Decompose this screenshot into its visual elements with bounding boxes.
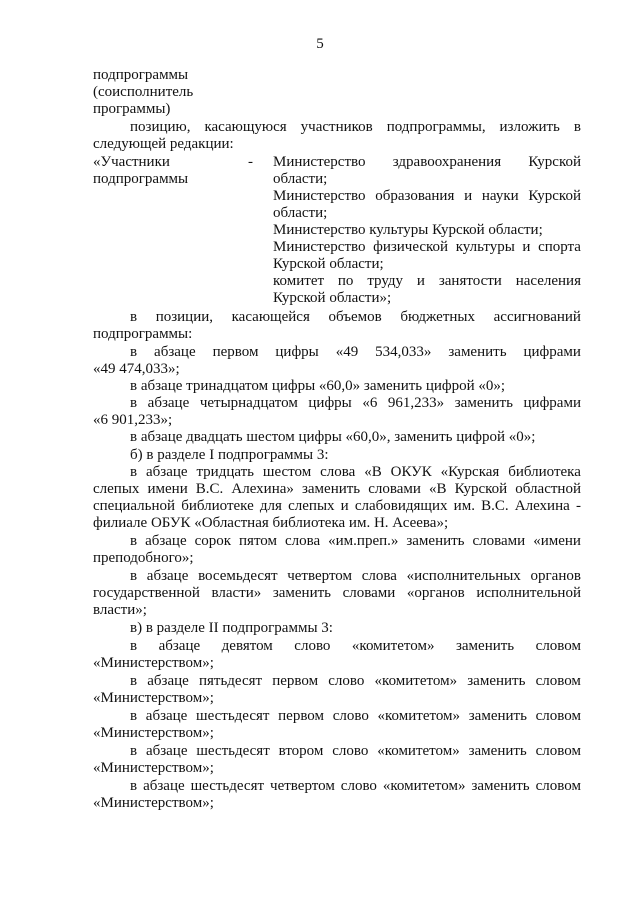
body-line: в абзаце четырнадцатом цифры «6 961,233» заменить цифрами — [130, 395, 581, 411]
body-line: филиале ОБУК «Областная библиотека им. Н. Асеева»; — [93, 515, 449, 531]
body-line: власти»; — [93, 602, 147, 618]
participants-label: подпрограммы — [93, 171, 189, 187]
body-line: в абзаце девятом слово «комитетом» заменить словом — [130, 638, 581, 654]
participant-entry: комитет по труду и занятости населения — [273, 273, 581, 289]
participant-entry: Министерство культуры Курской области; — [273, 222, 543, 238]
body-line: в абзаце сорок пятом слова «им.преп.» заменить словами «имени — [130, 533, 581, 549]
participants-dash: - — [248, 154, 253, 170]
intro-line: следующей редакции: — [93, 136, 234, 152]
body-line: в) в разделе II подпрограммы 3: — [130, 620, 333, 636]
body-line: в абзаце пятьдесят первом слово «комитетом» заменить словом — [130, 673, 581, 689]
body-line: слепых имени В.С. Алехина» заменить словами «В Курской областной — [93, 481, 581, 497]
body-line: «6 901,233»; — [93, 412, 173, 428]
participant-entry: области; — [273, 171, 328, 187]
header-line: (соисполнитель — [93, 84, 194, 100]
participant-entry: Министерство физической культуры и спорта — [273, 239, 581, 255]
body-line: в абзаце тринадцатом цифры «60,0» заменить цифрой «0»; — [130, 378, 506, 394]
body-line: «Министерством»; — [93, 690, 214, 706]
body-line: в абзаце шестьдесят четвертом слово «комитетом» заменить словом — [130, 778, 581, 794]
body-line: в абзаце тридцать шестом слова «В ОКУК «Курская библиотека — [130, 464, 581, 480]
body-line: в абзаце восемьдесят четвертом слова «исполнительных органов — [130, 568, 581, 584]
body-line: «Министерством»; — [93, 655, 214, 671]
header-line: подпрограммы — [93, 67, 189, 83]
body-line: специальной библиотеке для слепых и слабовидящих им. В.С. Алехина - — [93, 498, 581, 514]
intro-line: позицию, касающуюся участников подпрограммы, изложить в — [130, 119, 581, 135]
header-line: программы) — [93, 101, 171, 117]
body-line: преподобного»; — [93, 550, 194, 566]
participant-entry: Министерство здравоохранения Курской — [273, 154, 581, 170]
participant-entry: Курской области»; — [273, 290, 392, 306]
body-line: «Министерством»; — [93, 725, 214, 741]
body-line: государственной власти» заменить словами «органов исполнительной — [93, 585, 581, 601]
participant-entry: Министерство образования и науки Курской — [273, 188, 581, 204]
body-line: в абзаце шестьдесят первом слово «комитетом» заменить словом — [130, 708, 581, 724]
participant-entry: области; — [273, 205, 328, 221]
body-line: б) в разделе I подпрограммы 3: — [130, 447, 329, 463]
page-number: 5 — [316, 36, 324, 52]
body-line: в абзаце первом цифры «49 534,033» заменить цифрами — [130, 344, 581, 360]
body-line: в позиции, касающейся объемов бюджетных ассигнований — [130, 309, 581, 325]
body-line: «49 474,033»; — [93, 361, 180, 377]
participant-entry: Курской области; — [273, 256, 384, 272]
body-line: подпрограммы: — [93, 326, 193, 342]
participants-label: «Участники — [93, 154, 170, 170]
body-line: в абзаце двадцать шестом цифры «60,0», заменить цифрой «0»; — [130, 429, 536, 445]
body-line: в абзаце шестьдесят втором слово «комитетом» заменить словом — [130, 743, 581, 759]
body-line: «Министерством»; — [93, 760, 214, 776]
body-line: «Министерством»; — [93, 795, 214, 811]
